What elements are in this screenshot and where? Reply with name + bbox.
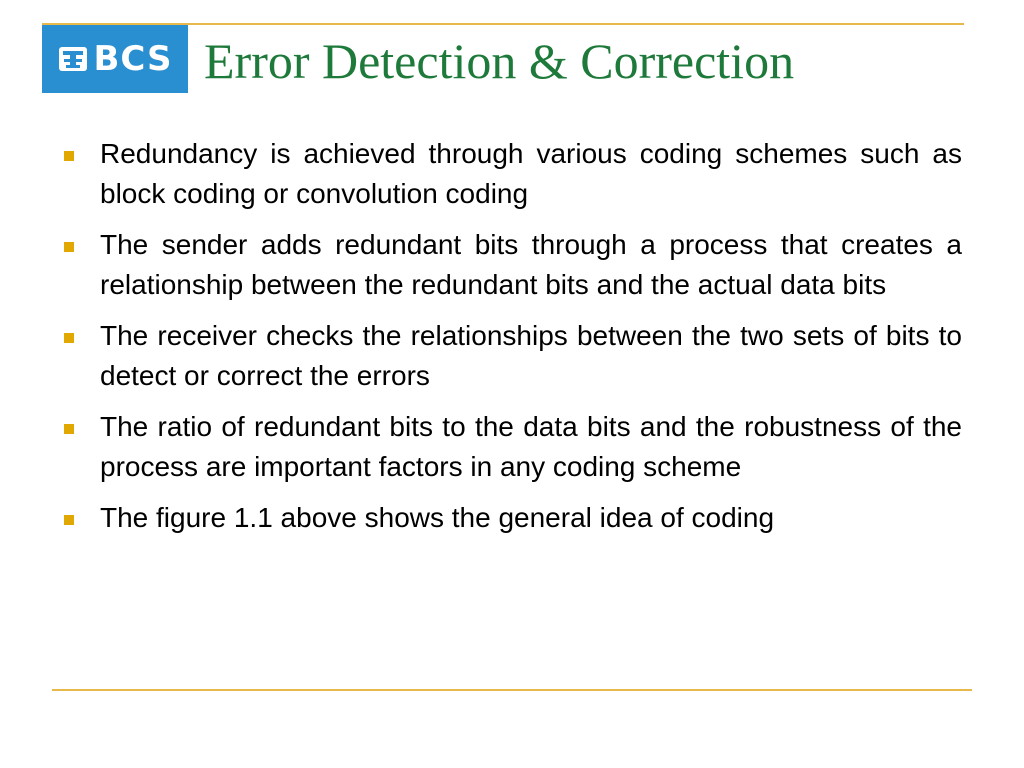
bullet-item [62,225,962,305]
bcs-logo [42,25,188,93]
logo-text: BCS [93,39,173,79]
bullet-text: The receiver checks the relationships between the two sets of bits to detect or correct the errors [100,320,962,391]
bullet-item [62,407,962,487]
bullet-marker-icon [64,151,74,161]
crest-emblem-icon [58,46,88,72]
bullet-marker-icon [64,333,74,343]
bullet-item [62,134,962,214]
bullet-text: Redundancy is achieved through various coding schemes such as block coding or convolution coding [100,138,962,209]
bullet-text: The figure 1.1 above shows the general idea of coding [100,502,775,533]
bullet-marker-icon [64,424,74,434]
bullet-text: The sender adds redundant bits through a process that creates a relationship between the redundant bits and the actual data bits [100,229,962,300]
bottom-divider [52,689,972,691]
bullet-text: The ratio of redundant bits to the data bits and the robustness of the process are important factors in any coding scheme [100,411,962,482]
slide-title: Error Detection & Correction [204,33,795,89]
bullet-marker-icon [64,515,74,525]
bullet-marker-icon [64,242,74,252]
bullet-item [62,498,962,538]
bullet-list [62,134,962,549]
bullet-item [62,316,962,396]
